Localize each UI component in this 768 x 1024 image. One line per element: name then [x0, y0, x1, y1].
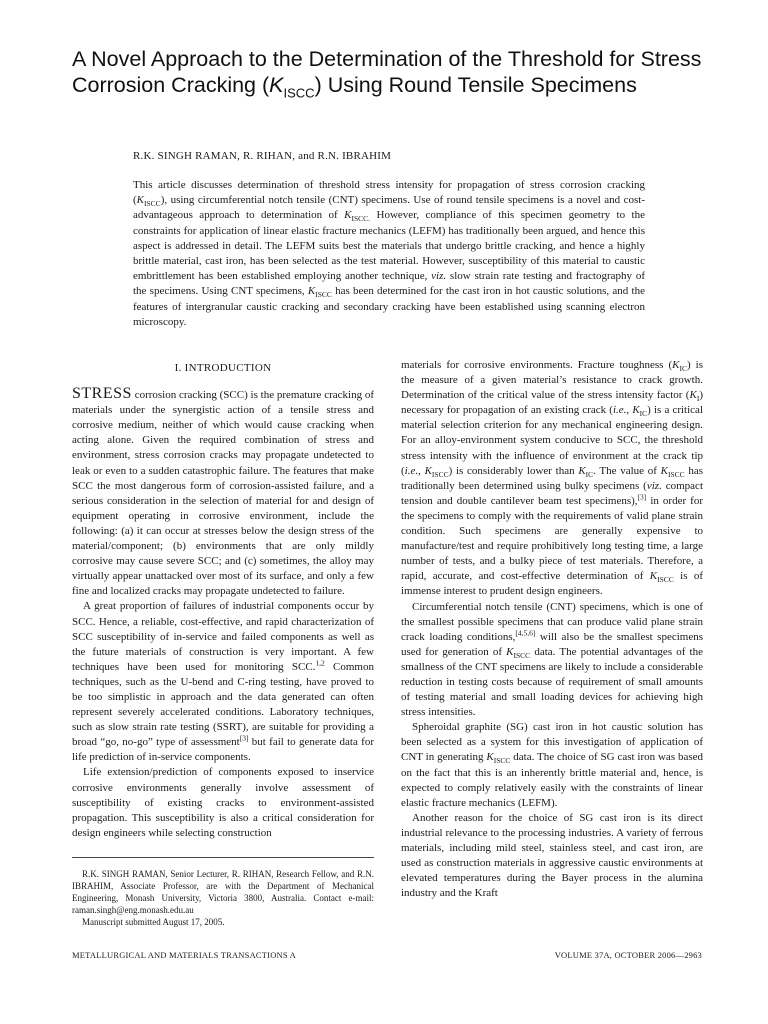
- paragraph: Life extension/prediction of components exposed to inservice corrosive environments generally involve assessment of susceptibility of existing cracks to environment-assisted propagation. This susceptibility is also a critical consideration for design engineers while selecting construction: [72, 766, 374, 839]
- paragraph-text: will also be the smallest specimens used for generation of: [401, 630, 703, 658]
- citation: [3]: [239, 733, 249, 743]
- k-subscript: IC: [585, 469, 594, 479]
- title-text-end: ) Using Round Tensile Specimens: [314, 73, 637, 97]
- paragraph-text: data. The potential advantages of the smallness of the CNT specimens are likely to include a considerable reduction in testing costs because of requirement of small amounts of testing material and small loading devices for achieving high stress intensities.: [401, 645, 703, 719]
- paragraph-text: Common techniques, such as the U-bend and C-ring testing, have proved to be too simplistic in approach and the data generated can often represent severely accelerated conditions. Laboratory techniques, such as slow strain rate testing (SSRT), are suitable for providing a broad “go, no-go” type of assessment: [72, 660, 374, 749]
- paragraph-text: A great proportion of failures of industrial components occur by SCC. Hence, a reliable, cost-effective, and rapid characterization of SCC susceptibility of in-service and failed components as well as the future materials of construction is very important. A few techniques have been used for monitoring SCC.: [72, 600, 374, 673]
- citation: [4,5,6]: [515, 628, 536, 638]
- footnote-divider: [72, 857, 374, 858]
- citation: 1,2: [315, 658, 325, 668]
- k-subscript: IC: [639, 409, 648, 419]
- abstract-text: This article discusses determination of threshold stress intensity for propagation of stress corrosion cracking (: [133, 179, 645, 207]
- abstract-k-symbol: K: [307, 285, 316, 298]
- paragraph-text: but fail to generate data for life prediction of in-service components.: [72, 736, 374, 764]
- paragraph: [401, 600, 703, 721]
- left-column: [72, 358, 374, 841]
- abstract-k-symbol: K: [344, 209, 352, 222]
- paragraph-text: ) necessary for propagation of an existing crack (: [401, 389, 703, 417]
- paragraph-text: in order for the specimens to comply with the requirements of valid plane strain condition. Such specimens are generally expensive to manufacture/test and require prohibitively long testing time, a large number of tests, and a bulky piece of test materials. Therefore, a rapid, accurate, and cost-effective determination of: [401, 494, 703, 583]
- title-k-subscript: ISCC: [283, 85, 315, 101]
- abstract-text: ), using circumferential notch tensile (CNT) specimens. Use of round tensile specimens is a novel and cost-advantageous approach to determination of: [133, 194, 645, 222]
- paragraph: [401, 720, 703, 811]
- k-subscript: ISCC: [513, 650, 531, 660]
- k-symbol: K: [649, 570, 658, 583]
- paragraph-text: ) is considerably lower than: [448, 464, 579, 477]
- k-symbol: K: [629, 404, 640, 417]
- abstract: [133, 178, 645, 330]
- paragraph: [72, 599, 374, 765]
- abstract-k-subscript: ISCC: [315, 290, 332, 300]
- italic-ie: i.e.,: [404, 464, 421, 477]
- italic-viz: viz.: [646, 479, 662, 492]
- journal-name-footer: METALLURGICAL AND MATERIALS TRANSACTIONS A: [72, 950, 297, 960]
- volume-page-footer: VOLUME 37A, OCTOBER 2006—2963: [554, 950, 702, 960]
- paragraph-text: compact tension and double cantilever beam test specimens),: [401, 479, 703, 507]
- paragraph-text: corrosion cracking (SCC) is the premature cracking of materials under the synergistic action of a tensile stress and corrosive medium, neither of which would cause cracking when acting alone. Given the required combination of stress and environment, stress corrosion cracks may propagate undetected to leak or even to a sudden catastrophic failure. The features that make SCC the most dangerous form of corrosion-assisted failure, and a serious consideration in the selection of material for and design of equipment operating in corrosive environment, include the following: (a) it can occur at stresses below the design stress of the material/component; (b) environments that are only mildly corrosive may cause severe SCC; and (c) sometimes, the alloy may virtually appear unattacked over most of its surface, and only a few fine and localized cracks may propagate undetected to failure.: [72, 389, 374, 598]
- k-subscript: IC: [679, 364, 687, 374]
- section-heading: I. INTRODUCTION: [174, 362, 272, 374]
- paragraph: Another reason for the choice of SG cast iron is its direct industrial relevance to the processing industries. A variety of ferrous materials, including mild steel, stainless steel, and cast iron, are used as construction materials in aggressive caustic environments at elevated temperatures during the Bayer process in the alumina industry and the Kraft: [401, 811, 703, 900]
- title-k-symbol: K: [269, 73, 284, 97]
- k-subscript: ISCC: [431, 469, 449, 479]
- footnote: [72, 868, 374, 928]
- paragraph-text: materials for corrosive environments. Fracture toughness (: [401, 359, 673, 371]
- k-symbol: K: [672, 359, 680, 371]
- paragraph-text: data. The choice of SG cast iron was based on the fact that this is an inherently brittle material and, hence, is expected to comply relatively easily with the constraints of linear elastic fracture mechanics (LEFM).: [401, 751, 703, 809]
- abstract-viz: viz.: [431, 270, 447, 283]
- paragraph-text: . The value of: [593, 464, 661, 477]
- footnote-affiliation: R.K. SINGH RAMAN, Senior Lecturer, R. RIHAN, Research Fellow, and R.N. IBRAHIM, Associate Professor, are with the Department of Mechanical Engineering, Monash University, Victoria 3800, Australia. Contact e-mail: raman.singh@eng.monash.edu.au: [72, 869, 374, 915]
- abstract-k-symbol: K: [136, 194, 145, 207]
- abstract-text: However, compliance of this specimen geometry to the constraints for application of linear elastic fracture mechanics (LEFM) has traditionally been argued, and hence this aspect is addressed in detail. The LEFM suits best the materials that undergo brittle cracking, and hence a highly brittle material, cast iron, has been selected as the test material. However, susceptibility of this material to caustic embrittlement has been established employing another technique,: [133, 209, 645, 283]
- drop-cap-word: STRESS: [72, 385, 132, 403]
- k-symbol: K: [420, 464, 432, 477]
- title-text: A Novel Approach to the Determination of the Threshold for Stress Corrosion Cracking (: [72, 47, 702, 97]
- paragraph: [401, 358, 703, 600]
- k-symbol: K: [506, 645, 514, 658]
- italic-ie: i.e.,: [612, 404, 630, 417]
- paragraph-text: ) is a critical material selection criterion for any mechanical engineering design. For an alloy-environment system conducive to SCC, the threshold stress intensity with the influence of environment at the crack tip (: [401, 404, 703, 477]
- footnote-submitted: Manuscript submitted August 17, 2005.: [82, 917, 225, 927]
- paragraph-text: ) is the measure of a given material’s resistance to crack growth. Determination of the critical value of the stress intensity factor (: [401, 359, 704, 402]
- k-symbol: K: [578, 464, 586, 477]
- k-symbol: K: [486, 751, 494, 764]
- author-list: R.K. SINGH RAMAN, R. RIHAN, and R.N. IBRAHIM: [133, 150, 392, 162]
- right-column: [401, 358, 703, 901]
- paragraph-text: is of immense interest to prudent design engineers.: [401, 570, 703, 598]
- k-symbol: K: [689, 389, 697, 402]
- k-subscript: ISCC: [657, 575, 674, 585]
- article-title: [72, 46, 712, 101]
- paragraph-text: has traditionally been determined using bulky specimens (: [401, 464, 704, 492]
- citation: [3]: [637, 492, 647, 502]
- paragraph: [72, 386, 374, 599]
- k-symbol: K: [660, 464, 668, 477]
- abstract-k-subscript: ISCC: [144, 199, 161, 209]
- abstract-text: slow strain rate testing and fractography of the specimens. Using CNT specimens,: [133, 270, 645, 298]
- paragraph-text: Spheroidal graphite (SG) cast iron in hot caustic solution has been selected as a system for this investigation of application of CNT in generating: [401, 721, 703, 764]
- k-subscript: I: [696, 394, 700, 404]
- paragraph-text: Circumferential notch tensile (CNT) specimens, which is one of the smallest possible specimens that can produce valid plane strain crack loading conditions,: [401, 600, 703, 643]
- k-subscript: ISCC: [667, 469, 685, 479]
- abstract-k-subscript: ISCC.: [351, 214, 371, 224]
- k-subscript: ISCC: [493, 756, 511, 766]
- abstract-text: has been determined for the cast iron in hot caustic solutions, and the features of intergranular caustic cracking and secondary cracking have been established using scanning electron microscopy.: [133, 285, 645, 328]
